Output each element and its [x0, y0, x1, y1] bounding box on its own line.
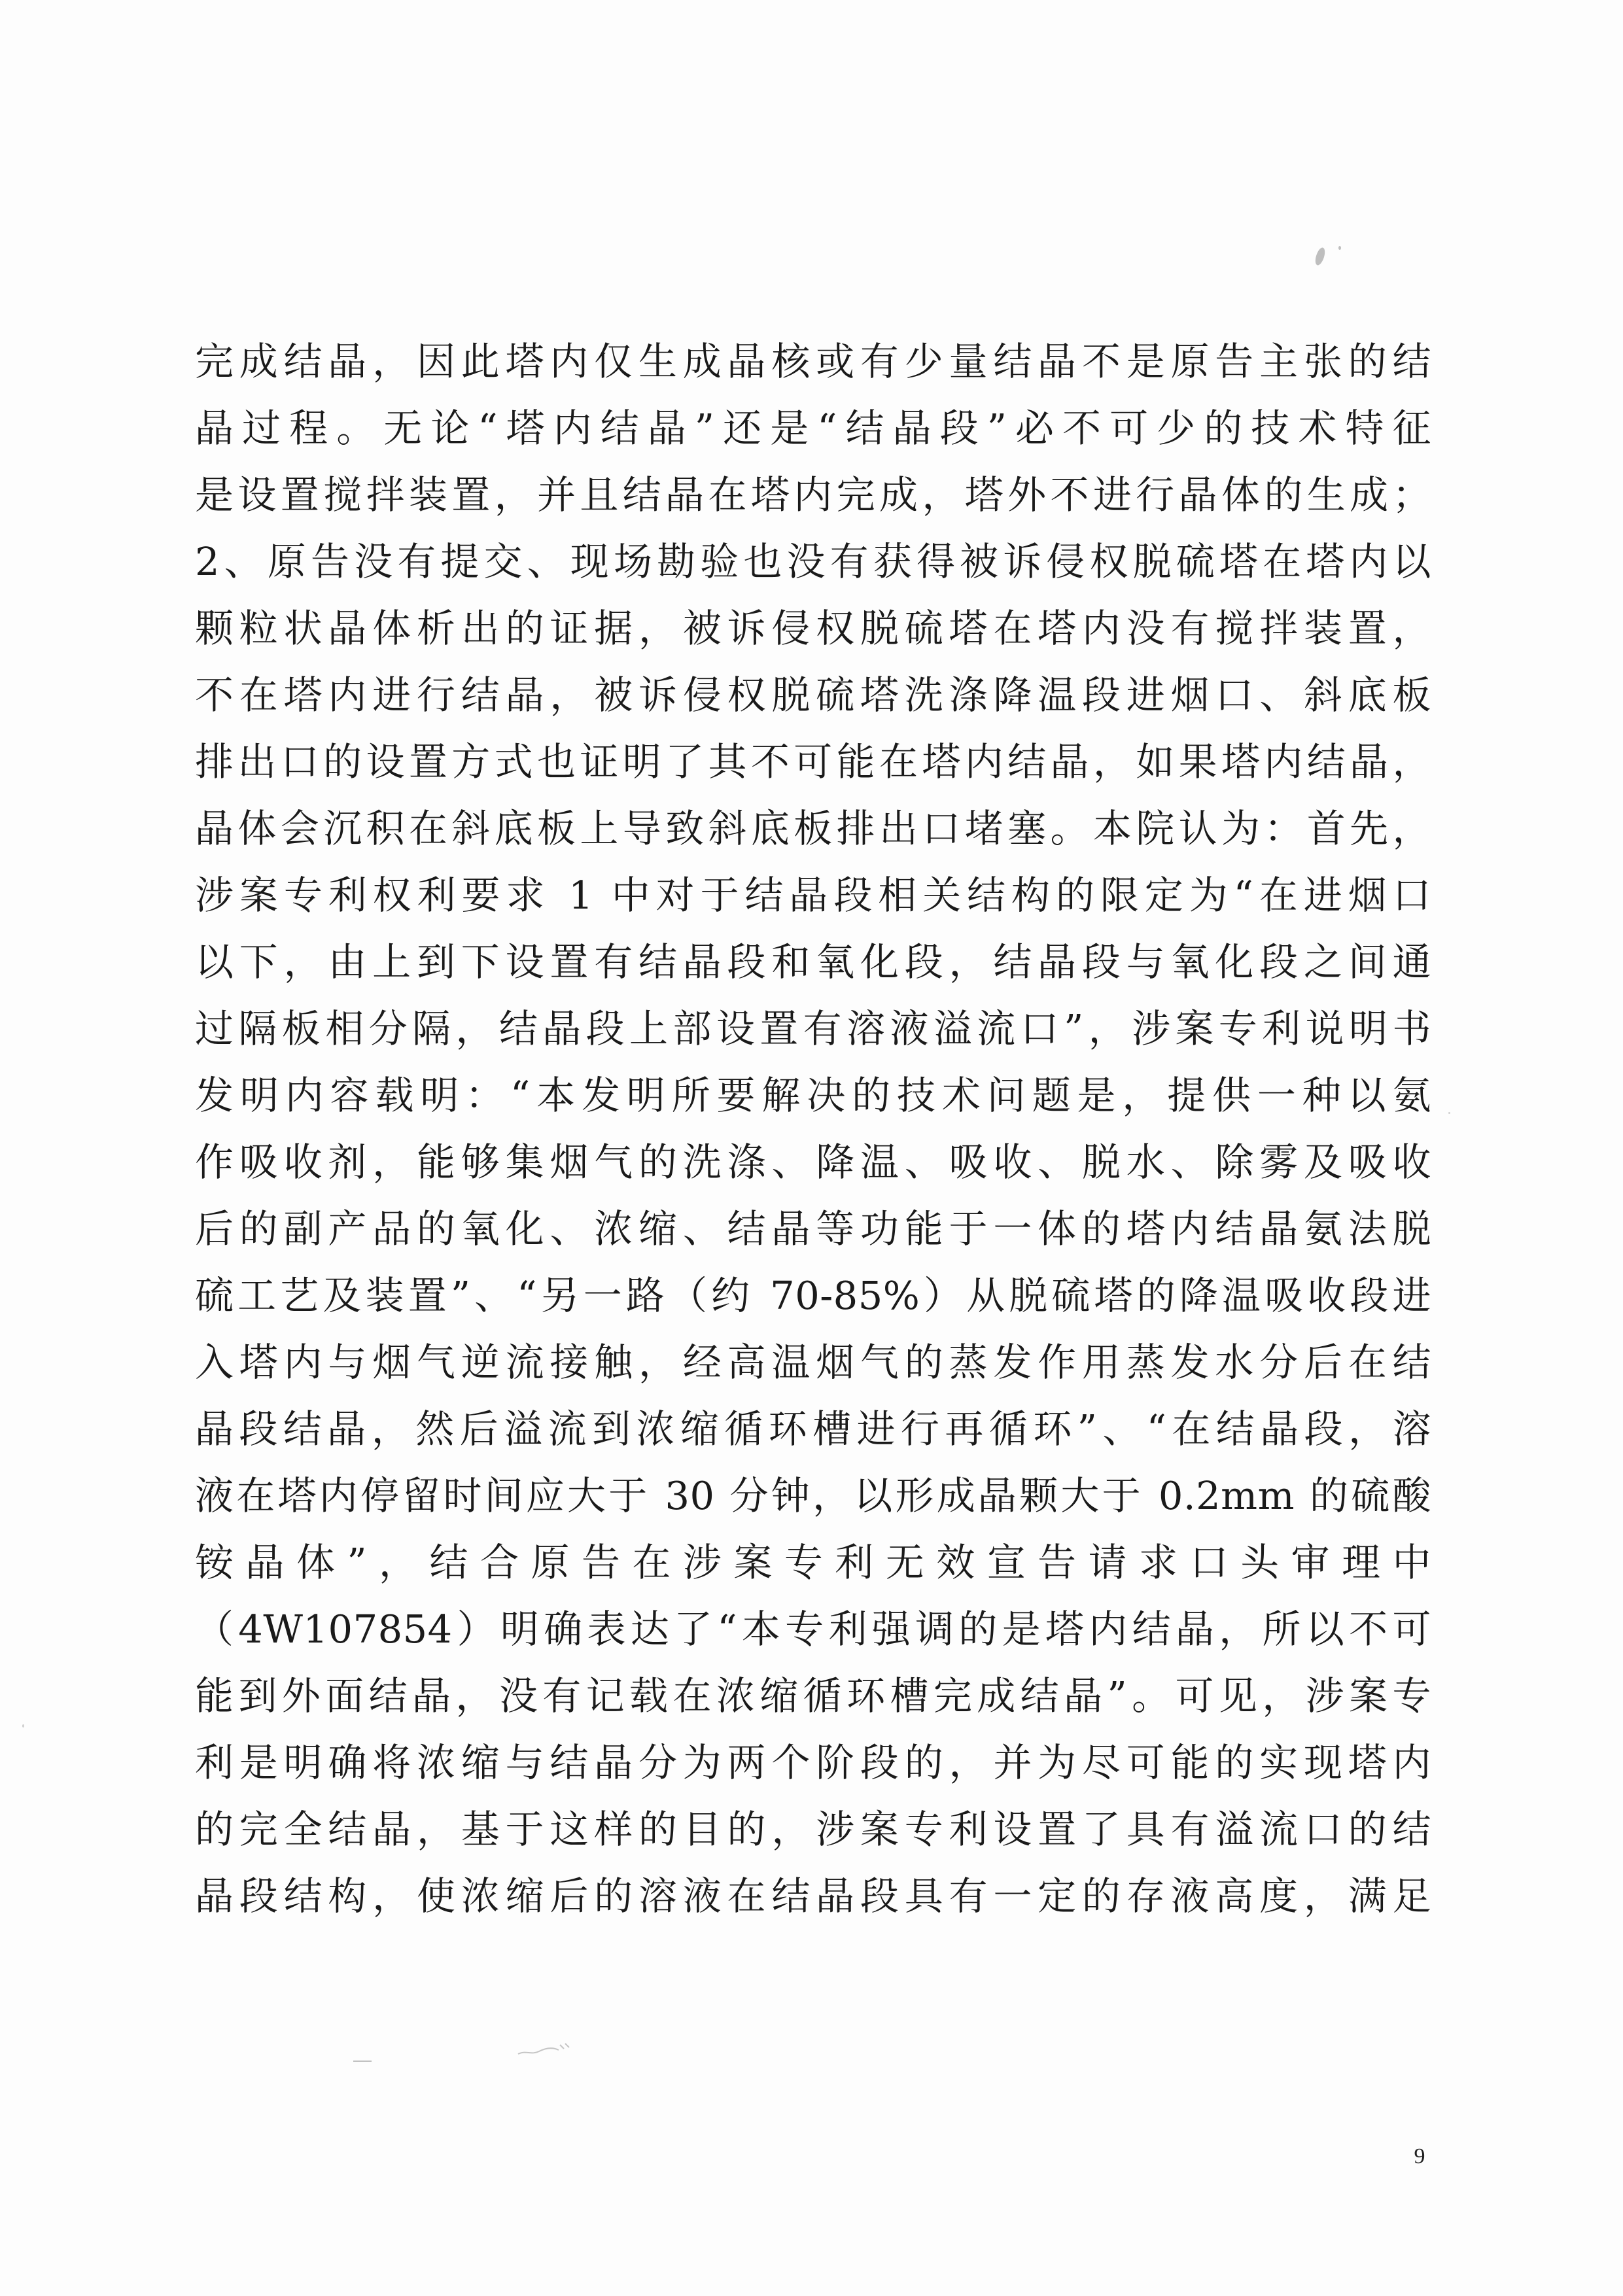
text-line: 能到外面结晶，没有记载在浓缩循环槽完成结晶”。可见，涉案专 [195, 1673, 1431, 1718]
text-line: 铵晶体”，结合原告在涉案专利无效宣告请求口头审理中 [195, 1540, 1431, 1585]
text-line: 是设置搅拌装置，并且结晶在塔内完成，塔外不进行晶体的生成； [195, 472, 1431, 517]
text-line: 后的副产品的氧化、浓缩、结晶等功能于一体的塔内结晶氨法脱 [195, 1206, 1431, 1251]
scan-speck-mark [1314, 247, 1327, 266]
text-line: 入塔内与烟气逆流接触，经高温烟气的蒸发作用蒸发水分后在结 [195, 1340, 1431, 1385]
scan-scribble-mark [517, 2042, 573, 2057]
text-line: 完成结晶，因此塔内仅生成晶核或有少量结晶不是原告主张的结 [195, 339, 1431, 384]
text-line: 的完全结晶，基于这样的目的，涉案专利设置了具有溢流口的结 [195, 1807, 1431, 1852]
text-line: 排出口的设置方式也证明了其不可能在塔内结晶，如果塔内结晶， [195, 739, 1431, 784]
text-line: 作吸收剂，能够集烟气的洗涤、降温、吸收、脱水、除雾及吸收 [195, 1139, 1431, 1185]
text-line: （4W107854）明确表达了“本专利强调的是塔内结晶，所以不可 [195, 1607, 1431, 1652]
scan-speck-mark [22, 1724, 24, 1728]
page-number: 9 [1414, 2144, 1425, 2168]
scan-speck-mark [1448, 1112, 1450, 1114]
text-line: 以下，由上到下设置有结晶段和氧化段，结晶段与氧化段之间通 [195, 939, 1431, 984]
text-line: 液在塔内停留时间应大于 30 分钟，以形成晶颗大于 0.2mm 的硫酸 [195, 1473, 1431, 1518]
scan-dash-mark [353, 2061, 372, 2062]
text-line: 晶体会沉积在斜底板上导致斜底板排出口堵塞。本院认为：首先， [195, 806, 1431, 851]
text-line: 2、原告没有提交、现场勘验也没有获得被诉侵权脱硫塔在塔内以 [195, 539, 1431, 584]
text-line: 晶过程。无论“塔内结晶”还是“结晶段”必不可少的技术特征 [195, 406, 1431, 451]
scan-speck-mark [1338, 246, 1341, 250]
text-line: 晶段结构，使浓缩后的溶液在结晶段具有一定的存液高度，满足 [195, 1873, 1431, 1919]
text-line: 硫工艺及装置”、“另一路（约 70-85%）从脱硫塔的降温吸收段进 [195, 1273, 1431, 1318]
text-line: 不在塔内进行结晶，被诉侵权脱硫塔洗涤降温段进烟口、斜底板 [195, 672, 1431, 718]
text-line: 颗粒状晶体析出的证据，被诉侵权脱硫塔在塔内没有搅拌装置， [195, 606, 1431, 651]
text-line: 发明内容载明：“本发明所要解决的技术问题是，提供一种以氨 [195, 1073, 1431, 1118]
text-line: 晶段结晶，然后溢流到浓缩循环槽进行再循环”、“在结晶段，溶 [195, 1406, 1431, 1452]
body-text [195, 328, 1431, 1930]
text-line: 过隔板相分隔，结晶段上部设置有溶液溢流口”，涉案专利说明书 [195, 1006, 1431, 1051]
text-line: 涉案专利权利要求 1 中对于结晶段相关结构的限定为“在进烟口 [195, 873, 1431, 918]
text-line: 利是明确将浓缩与结晶分为两个阶段的，并为尽可能的实现塔内 [195, 1740, 1431, 1785]
